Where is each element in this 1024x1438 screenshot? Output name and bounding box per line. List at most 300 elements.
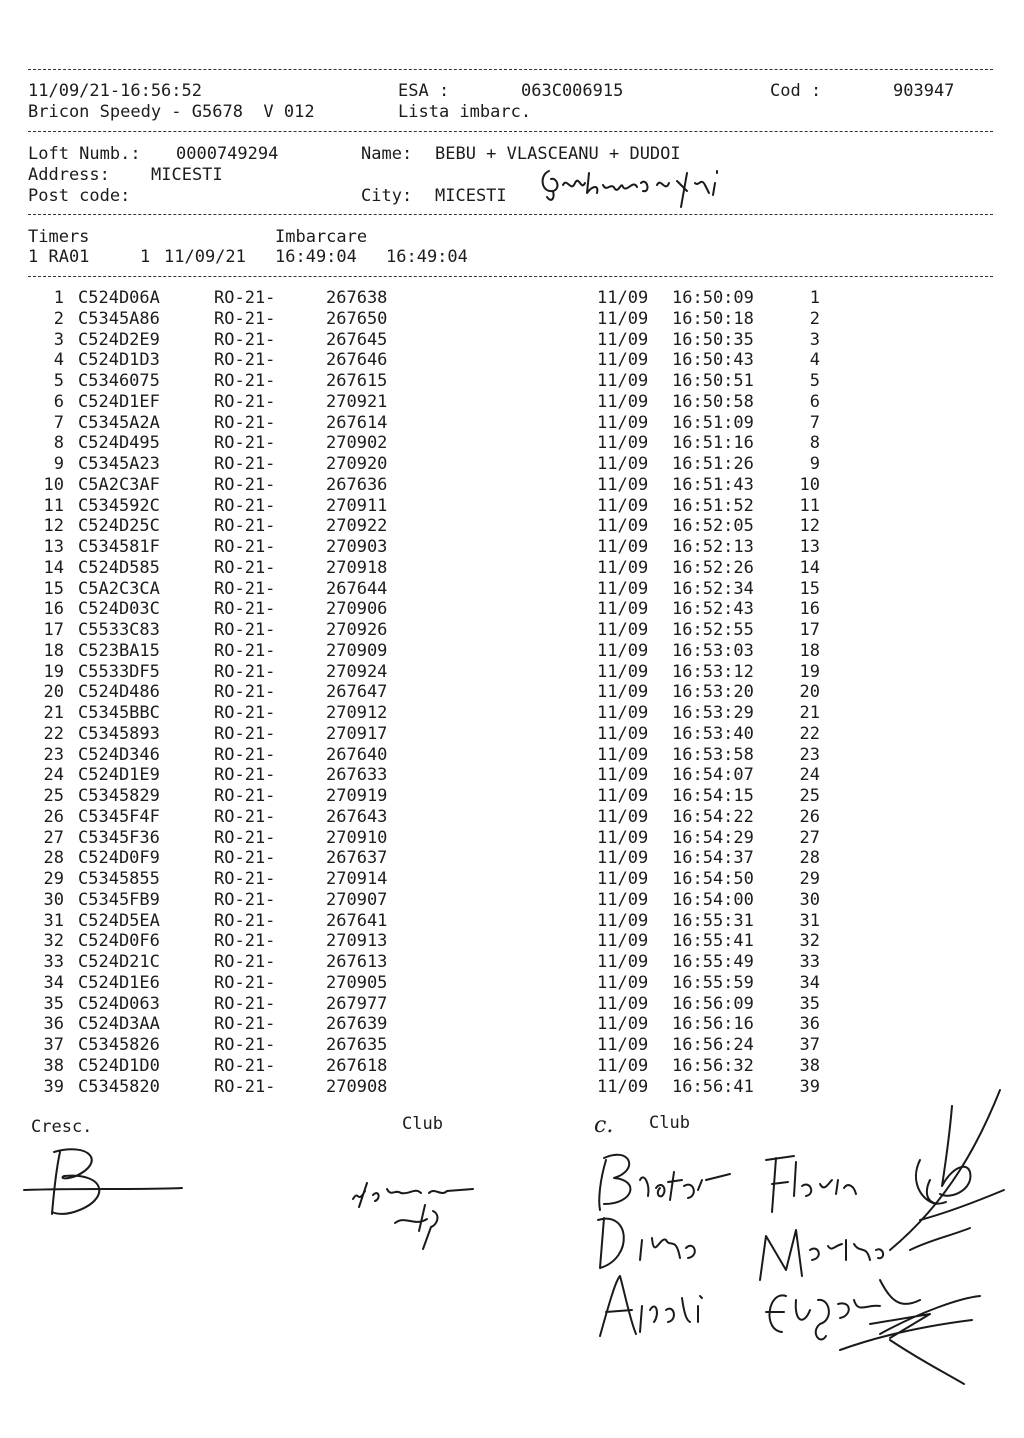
arrival-time: 16:53:40: [672, 723, 754, 744]
ring-serial: 267638: [326, 288, 388, 308]
postcode-label: Post code:: [28, 186, 131, 206]
ring-prefix: RO-21-: [214, 620, 276, 640]
ring-chip-id: C5533DF5: [78, 661, 160, 682]
record-index: 19: [43, 661, 64, 682]
ring-chip-id: C524D03C: [78, 599, 160, 620]
handwritten-imbarcari-note: [537, 163, 737, 213]
address-label: Address:: [28, 165, 110, 185]
loft-number-label: Loft Numb.:: [28, 144, 141, 164]
record-row: [0, 641, 1024, 662]
arrival-position: 28: [799, 848, 820, 869]
club2-label: Club: [649, 1113, 690, 1133]
ring-serial: 267643: [326, 806, 388, 827]
ring-chip-id: C5345F36: [78, 827, 160, 848]
arrival-time: 16:54:15: [672, 786, 754, 806]
arrival-position: 11: [799, 495, 820, 516]
ring-chip-id: C524D0F9: [78, 848, 160, 869]
ring-serial: 267646: [326, 350, 388, 371]
ring-prefix: RO-21-: [214, 682, 276, 703]
arrival-date: 11/09: [597, 972, 649, 993]
arrival-position: 36: [799, 1014, 820, 1035]
ring-chip-id: C5A2C3AF: [78, 474, 160, 495]
ring-serial: 270908: [326, 1076, 388, 1097]
ring-chip-id: C5345A23: [78, 454, 160, 474]
arrival-time: 16:53:58: [672, 744, 754, 765]
ring-serial: 267641: [326, 910, 388, 931]
record-row: [0, 1077, 1024, 1098]
record-index: 6: [53, 391, 64, 412]
record-index: 5: [53, 371, 64, 391]
record-index: 29: [43, 869, 64, 889]
arrival-date: 11/09: [597, 454, 649, 474]
ring-chip-id: C5345BBC: [78, 703, 160, 723]
arrival-date: 11/09: [597, 474, 649, 495]
arrival-time: 16:53:29: [672, 703, 754, 723]
record-row: [0, 558, 1024, 579]
ring-prefix: RO-21-: [214, 827, 276, 848]
arrival-position: 37: [799, 1035, 820, 1055]
address-value: MICESTI: [151, 165, 223, 185]
arrival-time: 16:50:58: [672, 391, 754, 412]
arrival-time: 16:56:41: [672, 1076, 754, 1097]
ring-prefix: RO-21-: [214, 889, 276, 910]
record-index: 1: [53, 288, 64, 308]
cresc-label: Cresc.: [31, 1117, 93, 1137]
ring-prefix: RO-21-: [214, 640, 276, 661]
arrival-position: 38: [799, 1055, 820, 1076]
arrival-position: 18: [799, 640, 820, 661]
arrival-position: 6: [809, 391, 820, 412]
timer-time-end: 16:49:04: [386, 247, 468, 267]
timer-time-start: 16:49:04: [275, 247, 357, 267]
record-index: 17: [43, 620, 64, 640]
loft-number: 0000749294: [176, 144, 279, 164]
arrival-position: 15: [799, 578, 820, 599]
ring-chip-id: C5345893: [78, 723, 160, 744]
arrival-date: 11/09: [597, 350, 649, 371]
ring-serial: 270912: [326, 703, 388, 723]
timer-id: 1 RA01: [28, 247, 90, 267]
ring-chip-id: C523BA15: [78, 640, 160, 661]
record-row: [0, 724, 1024, 745]
ring-prefix: RO-21-: [214, 329, 276, 350]
record-row: [0, 745, 1024, 766]
ring-serial: 267635: [326, 1035, 388, 1055]
record-index: 38: [43, 1055, 64, 1076]
ring-prefix: RO-21-: [214, 1035, 276, 1055]
arrival-date: 11/09: [597, 703, 649, 723]
record-row: [0, 828, 1024, 849]
record-row: [0, 1014, 1024, 1035]
ring-prefix: RO-21-: [214, 495, 276, 516]
record-index: 22: [43, 723, 64, 744]
record-row: [0, 599, 1024, 620]
record-index: 8: [53, 433, 64, 454]
ring-serial: 267640: [326, 744, 388, 765]
ring-chip-id: C524D1D3: [78, 350, 160, 371]
record-row: [0, 890, 1024, 911]
ring-prefix: RO-21-: [214, 931, 276, 952]
ring-chip-id: C5A2C3CA: [78, 578, 160, 599]
arrival-position: 7: [809, 412, 820, 433]
ring-prefix: RO-21-: [214, 744, 276, 765]
ring-prefix: RO-21-: [214, 869, 276, 889]
ring-chip-id: C534581F: [78, 537, 160, 557]
ring-serial: 267644: [326, 578, 388, 599]
ring-chip-id: C5345829: [78, 786, 160, 806]
arrival-position: 4: [809, 350, 820, 371]
record-row: [0, 496, 1024, 517]
arrival-date: 11/09: [597, 1076, 649, 1097]
separator-top: [28, 69, 993, 70]
record-row: [0, 1056, 1024, 1077]
record-row: [0, 807, 1024, 828]
ring-serial: 267645: [326, 329, 388, 350]
record-row: [0, 288, 1024, 309]
ring-serial: 270909: [326, 640, 388, 661]
arrival-position: 21: [799, 703, 820, 723]
print-datetime: 11/09/21-16:56:52: [28, 81, 202, 101]
ring-prefix: RO-21-: [214, 516, 276, 537]
ring-chip-id: C5345820: [78, 1076, 160, 1097]
arrival-position: 5: [809, 371, 820, 391]
city-label: City:: [361, 186, 413, 206]
arrival-date: 11/09: [597, 827, 649, 848]
arrival-date: 11/09: [597, 910, 649, 931]
arrival-time: 16:54:50: [672, 869, 754, 889]
ring-serial: 270926: [326, 620, 388, 640]
arrival-time: 16:54:00: [672, 889, 754, 910]
arrival-time: 16:53:03: [672, 640, 754, 661]
ring-chip-id: C524D346: [78, 744, 160, 765]
ring-chip-id: C5345F4F: [78, 806, 160, 827]
record-index: 15: [43, 578, 64, 599]
record-index: 24: [43, 765, 64, 786]
record-index: 33: [43, 952, 64, 972]
ring-prefix: RO-21-: [214, 806, 276, 827]
arrival-date: 11/09: [597, 765, 649, 786]
arrival-time: 16:54:29: [672, 827, 754, 848]
arrival-time: 16:56:24: [672, 1035, 754, 1055]
arrival-date: 11/09: [597, 1055, 649, 1076]
ring-prefix: RO-21-: [214, 972, 276, 993]
record-row: [0, 703, 1024, 724]
arrival-date: 11/09: [597, 1014, 649, 1035]
record-index: 31: [43, 910, 64, 931]
signatures-club-members: [590, 1100, 1010, 1390]
record-row: [0, 371, 1024, 392]
cod-value: 903947: [893, 81, 955, 101]
timer-count: 1: [140, 247, 151, 267]
ring-serial: 267650: [326, 308, 388, 329]
record-index: 20: [43, 682, 64, 703]
record-row: [0, 330, 1024, 351]
ring-serial: 270911: [326, 495, 388, 516]
arrival-time: 16:56:09: [672, 993, 754, 1014]
arrival-date: 11/09: [597, 599, 649, 620]
ring-chip-id: C524D1EF: [78, 391, 160, 412]
ring-serial: 270920: [326, 454, 388, 474]
ring-serial: 267977: [326, 993, 388, 1014]
loft-name: BEBU + VLASCEANU + DUDOI: [435, 144, 681, 164]
record-index: 26: [43, 806, 64, 827]
arrival-time: 16:53:20: [672, 682, 754, 703]
arrival-date: 11/09: [597, 889, 649, 910]
arrival-time: 16:53:12: [672, 661, 754, 682]
ring-serial: 270924: [326, 661, 388, 682]
arrival-position: 22: [799, 723, 820, 744]
arrival-date: 11/09: [597, 308, 649, 329]
record-row: [0, 433, 1024, 454]
arrival-position: 24: [799, 765, 820, 786]
arrival-position: 25: [799, 786, 820, 806]
arrival-time: 16:50:43: [672, 350, 754, 371]
arrival-position: 23: [799, 744, 820, 765]
arrival-position: 10: [799, 474, 820, 495]
ring-chip-id: C524D585: [78, 557, 160, 578]
record-index: 7: [53, 412, 64, 433]
ring-chip-id: C5345A2A: [78, 412, 160, 433]
arrival-date: 11/09: [597, 682, 649, 703]
arrival-time: 16:50:35: [672, 329, 754, 350]
separator-timers: [28, 276, 993, 277]
arrival-time: 16:56:32: [672, 1055, 754, 1076]
record-row: [0, 994, 1024, 1015]
arrival-date: 11/09: [597, 1035, 649, 1055]
arrival-date: 11/09: [597, 952, 649, 972]
arrival-time: 16:52:13: [672, 537, 754, 557]
arrival-time: 16:51:43: [672, 474, 754, 495]
arrival-time: 16:55:59: [672, 972, 754, 993]
separator-header: [28, 131, 993, 132]
ring-prefix: RO-21-: [214, 350, 276, 371]
record-row: [0, 973, 1024, 994]
ring-serial: 270910: [326, 827, 388, 848]
ring-serial: 267614: [326, 412, 388, 433]
ring-chip-id: C5345A86: [78, 308, 160, 329]
ring-serial: 267618: [326, 1055, 388, 1076]
record-row: [0, 475, 1024, 496]
ring-prefix: RO-21-: [214, 910, 276, 931]
ring-serial: 270905: [326, 972, 388, 993]
ring-serial: 267647: [326, 682, 388, 703]
ring-serial: 270919: [326, 786, 388, 806]
arrival-position: 32: [799, 931, 820, 952]
ring-serial: 267613: [326, 952, 388, 972]
record-row: [0, 309, 1024, 330]
ring-serial: 270922: [326, 516, 388, 537]
arrival-position: 31: [799, 910, 820, 931]
ring-prefix: RO-21-: [214, 786, 276, 806]
record-index: 30: [43, 889, 64, 910]
record-row: [0, 454, 1024, 475]
loft-name-label: Name:: [361, 144, 413, 164]
ring-prefix: RO-21-: [214, 661, 276, 682]
ring-prefix: RO-21-: [214, 703, 276, 723]
ring-serial: 270913: [326, 931, 388, 952]
arrival-time: 16:52:34: [672, 578, 754, 599]
arrival-date: 11/09: [597, 869, 649, 889]
arrival-date: 11/09: [597, 723, 649, 744]
arrival-position: 14: [799, 557, 820, 578]
arrival-time: 16:55:41: [672, 931, 754, 952]
ring-chip-id: C524D06A: [78, 288, 160, 308]
arrival-date: 11/09: [597, 931, 649, 952]
ring-prefix: RO-21-: [214, 1014, 276, 1035]
list-title: Lista imbarc.: [398, 102, 532, 122]
signature-club: [345, 1175, 485, 1255]
ring-prefix: RO-21-: [214, 308, 276, 329]
ring-serial: 270914: [326, 869, 388, 889]
ring-chip-id: C524D1E9: [78, 765, 160, 786]
ring-prefix: RO-21-: [214, 993, 276, 1014]
ring-chip-id: C524D5EA: [78, 910, 160, 931]
arrival-date: 11/09: [597, 329, 649, 350]
arrival-time: 16:50:18: [672, 308, 754, 329]
record-index: 16: [43, 599, 64, 620]
esa-value: 063C006915: [521, 81, 624, 101]
arrival-position: 26: [799, 806, 820, 827]
record-index: 13: [43, 537, 64, 557]
arrival-date: 11/09: [597, 557, 649, 578]
arrival-position: 2: [809, 308, 820, 329]
arrival-date: 11/09: [597, 537, 649, 557]
record-index: 28: [43, 848, 64, 869]
record-row: [0, 620, 1024, 641]
record-index: 39: [43, 1076, 64, 1097]
arrival-time: 16:55:31: [672, 910, 754, 931]
ring-chip-id: C5346075: [78, 371, 160, 391]
arrival-date: 11/09: [597, 495, 649, 516]
ring-serial: 267636: [326, 474, 388, 495]
arrival-date: 11/09: [597, 391, 649, 412]
club2-prefix: c.: [594, 1113, 614, 1138]
arrival-time: 16:50:09: [672, 288, 754, 308]
record-index: 10: [43, 474, 64, 495]
arrival-time: 16:56:16: [672, 1014, 754, 1035]
ring-serial: 270918: [326, 557, 388, 578]
ring-chip-id: C524D486: [78, 682, 160, 703]
ring-serial: 270917: [326, 723, 388, 744]
record-row: [0, 579, 1024, 600]
record-index: 35: [43, 993, 64, 1014]
esa-label: ESA :: [398, 81, 450, 101]
city-value: MICESTI: [435, 186, 507, 206]
ring-prefix: RO-21-: [214, 557, 276, 578]
record-index: 9: [53, 454, 64, 474]
timers-label: Timers: [28, 227, 90, 247]
arrival-position: 1: [809, 288, 820, 308]
ring-prefix: RO-21-: [214, 371, 276, 391]
ring-chip-id: C524D21C: [78, 952, 160, 972]
ring-chip-id: C524D063: [78, 993, 160, 1014]
record-row: [0, 911, 1024, 932]
arrival-position: 8: [809, 433, 820, 454]
ring-serial: 270906: [326, 599, 388, 620]
ring-prefix: RO-21-: [214, 474, 276, 495]
record-index: 37: [43, 1035, 64, 1055]
record-index: 12: [43, 516, 64, 537]
arrival-time: 16:52:43: [672, 599, 754, 620]
ring-prefix: RO-21-: [214, 848, 276, 869]
ring-serial: 267639: [326, 1014, 388, 1035]
record-index: 4: [53, 350, 64, 371]
ring-serial: 270907: [326, 889, 388, 910]
arrival-date: 11/09: [597, 786, 649, 806]
arrival-time: 16:54:37: [672, 848, 754, 869]
ring-prefix: RO-21-: [214, 599, 276, 620]
arrival-date: 11/09: [597, 848, 649, 869]
ring-prefix: RO-21-: [214, 537, 276, 557]
arrival-date: 11/09: [597, 640, 649, 661]
arrival-time: 16:52:26: [672, 557, 754, 578]
ring-chip-id: C534592C: [78, 495, 160, 516]
ring-prefix: RO-21-: [214, 454, 276, 474]
ring-prefix: RO-21-: [214, 765, 276, 786]
arrival-time: 16:51:52: [672, 495, 754, 516]
arrival-date: 11/09: [597, 433, 649, 454]
record-index: 25: [43, 786, 64, 806]
arrival-date: 11/09: [597, 516, 649, 537]
record-row: [0, 848, 1024, 869]
arrival-time: 16:52:55: [672, 620, 754, 640]
arrival-position: 20: [799, 682, 820, 703]
arrival-position: 35: [799, 993, 820, 1014]
arrival-position: 34: [799, 972, 820, 993]
record-index: 32: [43, 931, 64, 952]
record-index: 3: [53, 329, 64, 350]
record-row: [0, 931, 1024, 952]
ring-chip-id: C5345FB9: [78, 889, 160, 910]
ring-prefix: RO-21-: [214, 723, 276, 744]
arrival-date: 11/09: [597, 412, 649, 433]
club-label: Club: [402, 1114, 443, 1134]
separator-loft: [28, 214, 993, 215]
ring-prefix: RO-21-: [214, 578, 276, 599]
ring-chip-id: C5345826: [78, 1035, 160, 1055]
ring-serial: 267637: [326, 848, 388, 869]
record-index: 14: [43, 557, 64, 578]
record-index: 34: [43, 972, 64, 993]
record-row: [0, 682, 1024, 703]
ring-prefix: RO-21-: [214, 1076, 276, 1097]
arrival-position: 9: [809, 454, 820, 474]
arrival-position: 13: [799, 537, 820, 557]
ring-chip-id: C524D2E9: [78, 329, 160, 350]
arrival-date: 11/09: [597, 806, 649, 827]
cod-label: Cod :: [770, 81, 822, 101]
arrival-position: 29: [799, 869, 820, 889]
arrival-date: 11/09: [597, 371, 649, 391]
arrival-date: 11/09: [597, 744, 649, 765]
ring-prefix: RO-21-: [214, 288, 276, 308]
record-row: [0, 765, 1024, 786]
arrival-position: 12: [799, 516, 820, 537]
arrival-date: 11/09: [597, 993, 649, 1014]
arrival-date: 11/09: [597, 288, 649, 308]
arrival-time: 16:50:51: [672, 371, 754, 391]
arrival-position: 33: [799, 952, 820, 972]
record-row: [0, 537, 1024, 558]
ring-serial: 267633: [326, 765, 388, 786]
ring-chip-id: C524D0F6: [78, 931, 160, 952]
arrival-date: 11/09: [597, 578, 649, 599]
ring-prefix: RO-21-: [214, 952, 276, 972]
record-index: 11: [43, 495, 64, 516]
record-row: [0, 392, 1024, 413]
ring-prefix: RO-21-: [214, 412, 276, 433]
arrival-time: 16:51:26: [672, 454, 754, 474]
